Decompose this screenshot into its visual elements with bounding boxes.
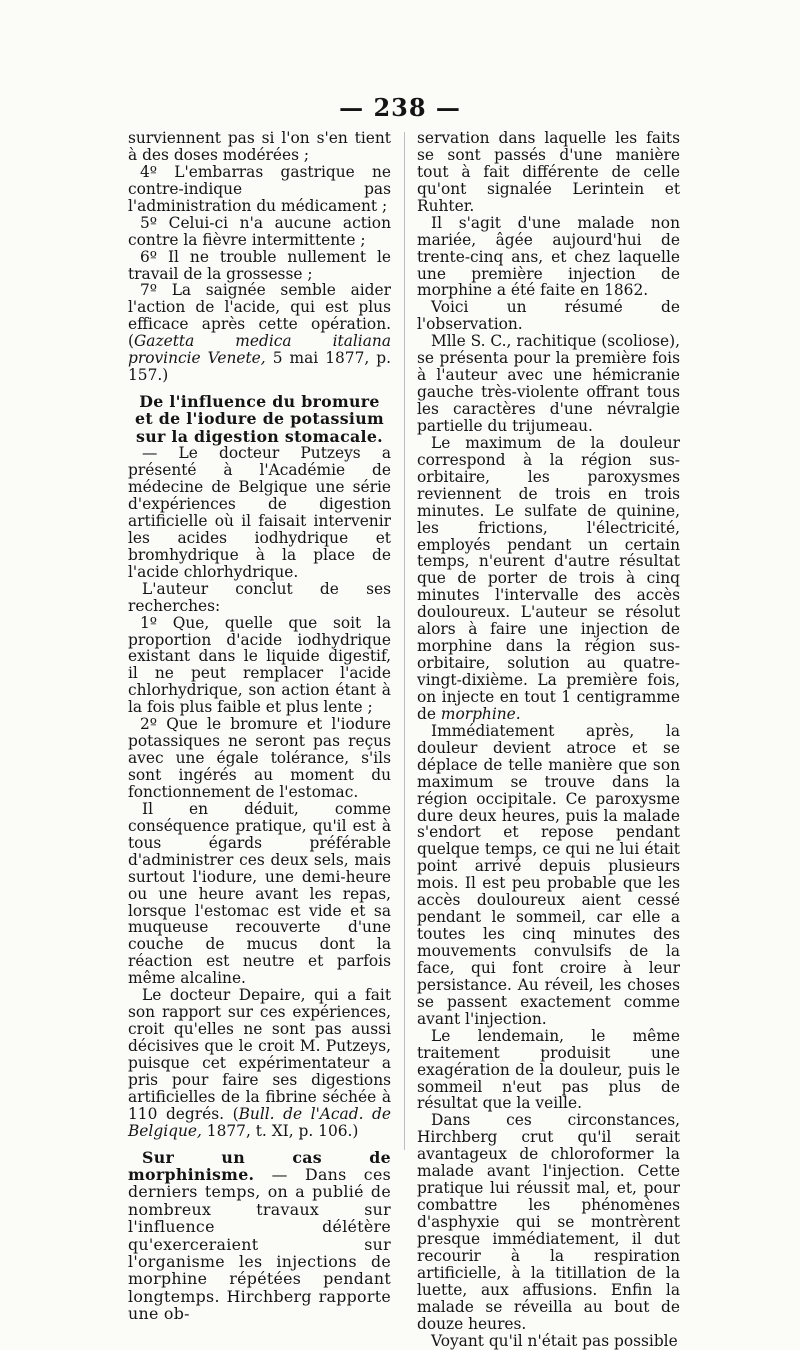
list-item: 6º Il ne trouble nullement le travail de la grossesse ; bbox=[128, 247, 391, 283]
list-item bbox=[128, 282, 391, 384]
paragraph bbox=[417, 435, 680, 723]
paragraph: servation dans laquelle les faits se sont passés d'une manière tout à fait différente de celle qu'ont signalée Lerintein et Ruhter. bbox=[417, 129, 680, 215]
citation-source: Bull. de l'Acad. de Belgique, bbox=[128, 1104, 391, 1140]
paragraph-text: Le maximum de la douleur correspond à la région sus-orbitaire, les paroxysmes reviennent de trois en trois minutes. Le sulfate de quinine, les frictions, l'électricité, employés pendant un certain temps, n'eurent d'autre résultat que de porter de trois à cinq minutes l'intervalle des accès douloureux. L'auteur se résolut alors à faire une injection de morphine dans la région sus-orbitaire, solution au quatre-vingt-dixième. La première fois, on injecte en tout 1 centigramme de bbox=[417, 433, 680, 723]
paragraph: Voyant qu'il n'était pas possible bbox=[431, 1331, 678, 1350]
page-number: — 238 — bbox=[339, 93, 461, 122]
paragraph: surviennent pas si l'on s'en tient à des doses modérées ; bbox=[128, 129, 391, 164]
paragraph: Il s'agit d'une malade non mariée, âgée aujourd'hui de trente-cinq ans, et chez laquelle une première injection de morphine a été faite en 1862. bbox=[417, 213, 680, 300]
paragraph-text: Le docteur Depaire, qui a fait son rapport sur ces expériences, croit qu'elles ne sont pas aussi décisives que le croit M. Putzeys, puisque cet expérimentateur a pris pour faire ses digestions artificielles de la fibrine séchée à 110 degrés. ( bbox=[128, 986, 391, 1123]
left-column bbox=[128, 130, 391, 1322]
emphasis: morphine. bbox=[440, 704, 521, 723]
paragraph: Dans ces circonstances, Hirchberg crut qu'il serait avantageux de chloroformer la malade avant l'injection. Cette pratique lui réussit mal, et, pour combattre les phénomènes d'asphyxie qui se montrèrent presque immédiatement, il dut recourir à la respiration artificielle, à la titillation de la luette, aux affusions. Enfin la malade se réveilla au bout de douze heures. bbox=[417, 1111, 680, 1333]
section-heading: De l'influence du bromure et de l'iodure de potassium sur la digestion stomacale. bbox=[134, 392, 385, 446]
paragraph: Voici un résumé de l'observation. bbox=[417, 298, 680, 334]
citation-source: Gazetta medica italiana provincie Venete, bbox=[128, 332, 391, 368]
paragraph: Mlle S. C., rachitique (scoliose), se présenta pour la première fois à l'auteur avec une hémicranie gauche très-violente offrant tous les caractères d'une névralgie partielle du trijumeau. bbox=[417, 332, 680, 435]
paragraph bbox=[128, 1149, 391, 1323]
list-item: 2º Que le bromure et l'iodure potassiques ne seront pas reçus avec une égale tolérance, s'ils sont ingérés au moment du fonctionnement de l'estomac. bbox=[128, 715, 391, 801]
column-divider bbox=[404, 132, 405, 1150]
item-text: 7º La saignée semble aider l'action de l'acide, qui est plus efficace après cette opération. ( bbox=[128, 281, 391, 351]
list-item: 1º Que, quelle que soit la proportion d'acide iodhydrique existant dans le liquide digestif, il ne peut remplacer l'acide chlorhydrique, son action étant à la fois plus faible et plus lente ; bbox=[128, 613, 391, 717]
paragraph bbox=[128, 987, 391, 1139]
paragraph: Immédiatement après, la douleur devient atroce et se déplace de telle manière que son maximum se trouve dans la région occipitale. Ce paroxysme dure deux heures, puis la malade s'endort et repose pendant quelque temps, ce qui ne lui était point arrivé depuis plusieurs mois. Il est peu probable que les accès douloureux aient cessé pendant le sommeil, car elle a toutes les cinq minutes des mouvements convulsifs de la face, qui font croire à leur persistance. Au réveil, les choses se passent exactement comme avant l'injection. bbox=[417, 721, 680, 1028]
paragraph-text: — Dans ces derniers temps, on a publié de nombreux travaux sur l'influence délétère qu'exerceraient sur l'organisme les injections de morphine répétées pendant longtemps. Hirchberg rapporte une ob- bbox=[128, 1165, 391, 1323]
section-heading: Sur un cas de morphinisme. bbox=[128, 1147, 391, 1184]
list-item: 5º Celui-ci n'a aucune action contre la fièvre intermittente ; bbox=[128, 213, 391, 249]
list-item: 4º L'embarras gastrique ne contre-indique pas l'administration du médicament ; bbox=[128, 162, 391, 215]
paragraph: Le lendemain, le même traitement produisit une exagération de la douleur, puis le sommeil n'eut pas plus de résultat que la veille. bbox=[417, 1026, 680, 1113]
right-column bbox=[417, 130, 680, 1350]
paragraph: Il en déduit, comme conséquence pratique, qu'il est à tous égards préférable d'administrer ces deux sels, mais surtout l'iodure, une demi-heure ou une heure avant les repas, lorsque l'estomac est vide et sa muqueuse recouverte d'une couche de mucus dont la réaction est neutre et parfois même alcaline. bbox=[128, 799, 391, 988]
citation-tail: 5 mai 1877, p. 157.) bbox=[128, 349, 392, 385]
paragraph: — Le docteur Putzeys a présenté à l'Académie de médecine de Belgique une série d'expériences de digestion artificielle où il faisait intervenir les acides iodhydrique et bromhydrique à la place de l'acide chlorhydrique. bbox=[128, 444, 391, 581]
paragraph: L'auteur conclut de ses recherches: bbox=[128, 579, 391, 615]
citation-tail: 1877, t. XI, p. 106.) bbox=[201, 1121, 359, 1140]
